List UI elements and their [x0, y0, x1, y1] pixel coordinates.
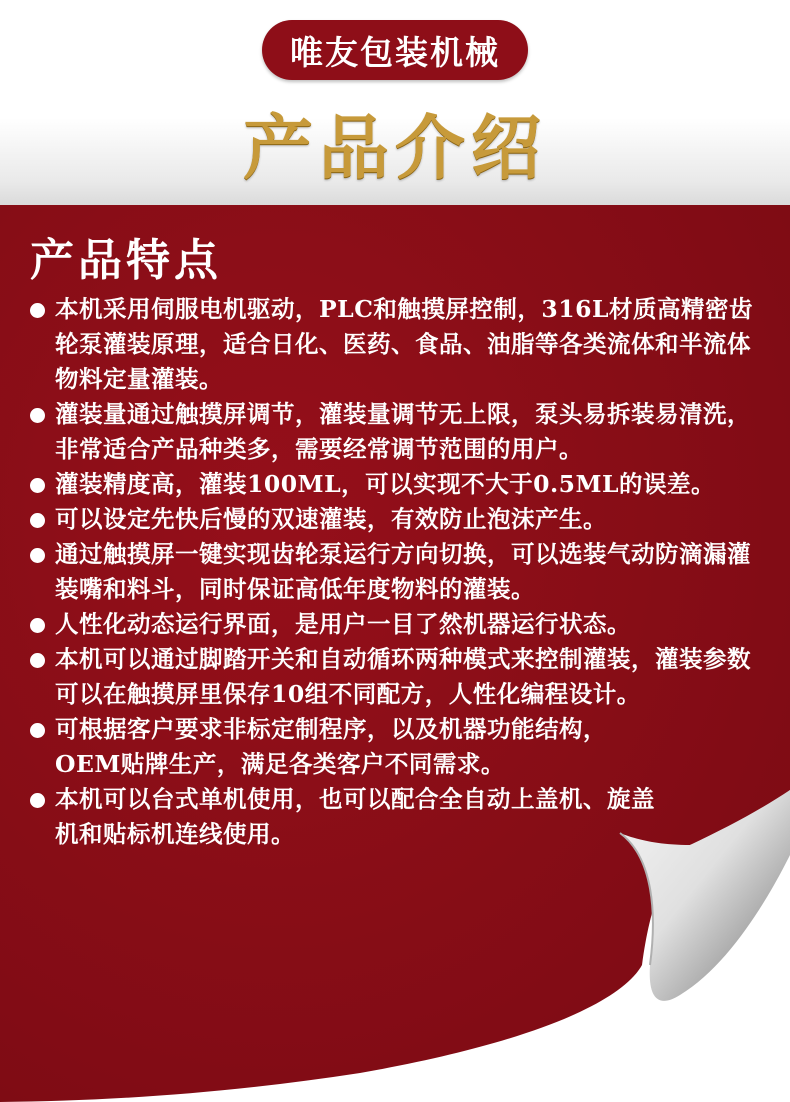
feature-item: [30, 292, 770, 397]
feature-item: [30, 537, 770, 607]
feature-text: 本机采用伺服电机驱动，PLC和触摸屏控制，316L材质高精密齿轮泵灌装原理，适合日化、医药、食品、油脂等各类流体和半流体物料定量灌装。: [55, 295, 753, 393]
feature-item: [30, 467, 770, 502]
feature-text: 人性化动态运行界面，是用户一目了然机器运行状态。: [55, 610, 631, 638]
brand-badge: [262, 20, 528, 80]
bullet-icon: [30, 408, 45, 423]
brand-name: 唯友包装机械: [290, 32, 500, 72]
feature-text: 灌装精度高，灌装100ML，可以实现不大于0.5ML的误差。: [55, 470, 716, 498]
feature-list: [30, 292, 770, 852]
section-title: 产品特点: [30, 235, 222, 286]
bullet-icon: [30, 478, 45, 493]
feature-text: 可根据客户要求非标定制程序，以及机器功能结构，OEM贴牌生产，满足各类客户不同需求。: [55, 715, 607, 778]
feature-item: [30, 712, 655, 782]
bullet-icon: [30, 303, 45, 318]
bullet-icon: [30, 513, 45, 528]
feature-text: 本机可以通过脚踏开关和自动循环两种模式来控制灌装，灌装参数可以在触摸屏里保存10组不同配方，人性化编程设计。: [55, 645, 751, 708]
page-title: 产品介绍: [243, 106, 547, 189]
feature-item: [30, 607, 770, 642]
feature-item: [30, 397, 770, 467]
feature-item: [30, 782, 655, 852]
bullet-icon: [30, 618, 45, 633]
bullet-icon: [30, 793, 45, 808]
feature-text: 本机可以台式单机使用，也可以配合全自动上盖机、旋盖机和贴标机连线使用。: [55, 785, 655, 848]
bullet-icon: [30, 653, 45, 668]
feature-text: 灌装量通过触摸屏调节，灌装量调节无上限，泵头易拆装易清洗，非常适合产品种类多，需要经常调节范围的用户。: [55, 400, 751, 463]
feature-text: 可以设定先快后慢的双速灌装，有效防止泡沫产生。: [55, 505, 607, 533]
feature-item: [30, 502, 770, 537]
feature-text: 通过触摸屏一键实现齿轮泵运行方向切换，可以选装气动防滴漏灌装嘴和料斗，同时保证高低年度物料的灌装。: [55, 540, 751, 603]
feature-item: [30, 642, 770, 712]
bullet-icon: [30, 723, 45, 738]
bullet-icon: [30, 548, 45, 563]
